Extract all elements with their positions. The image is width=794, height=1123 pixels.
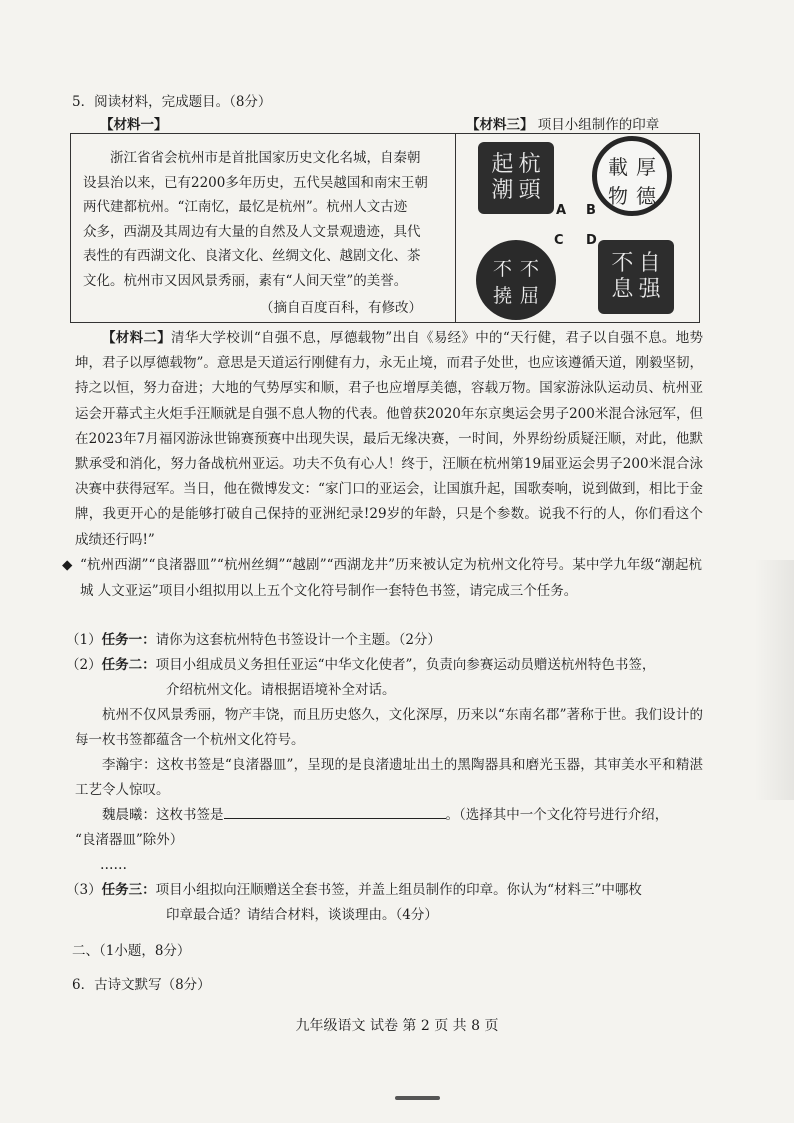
seal-d xyxy=(598,240,674,314)
seal-a-char: 潮 xyxy=(491,177,514,203)
task-3-text-2: 印章最合适？请结合材料，谈谈理由。（4分） xyxy=(166,907,438,923)
seal-c xyxy=(476,240,556,320)
task-1-number: （1） xyxy=(66,632,102,648)
speaker-3: 魏晨曦： xyxy=(102,807,156,823)
dialogue-3-end: 。（选择其中一个文化符号进行介绍， xyxy=(445,807,669,823)
seal-b-char: 厚 xyxy=(636,155,656,179)
task-3-name: 任务三： xyxy=(101,882,156,898)
seal-b-char: 載 xyxy=(608,155,628,179)
material-1-text xyxy=(83,146,448,294)
seal-c-letter: C xyxy=(554,233,564,248)
seal-b xyxy=(592,136,672,216)
scan-mark xyxy=(395,1096,440,1100)
task-2-name: 任务二： xyxy=(101,657,156,673)
seal-d-letter: D xyxy=(586,233,597,248)
task-2-text-1: 项目小组成员义务担任亚运“中华文化使者”，负责向参赛运动员赠送杭州特色书签， xyxy=(155,657,656,673)
dialogue-3-start: 这枚书签是 xyxy=(156,807,224,823)
material-1-line: 设县治以来，已有2200多年历史，五代吴越国和南宋王朝 xyxy=(83,174,428,191)
seal-b-char: 德 xyxy=(636,184,656,208)
material-1-label: 【材料一】 xyxy=(100,117,168,133)
seal-d-char: 自 xyxy=(638,250,661,276)
dialogue-3-note: “良渚器皿”除外） xyxy=(75,832,184,848)
material-2-text: 清华大学校训“自强不息，厚德载物”出自《易经》中的“天行健，君子以自强不息。地势坤，君子以厚德载物”。意思是天道运行刚健有力，永无止境，而君子处世，也应该遵循天道，刚毅坚韧，持之以恒，努力奋进；大地的气势厚实和顺，君子也应增厚美德，容载万物。国家游泳队运动员、杭州亚运会开幕式主火炬手汪顺就是自强不息人物的代表。他曾获2020年东京奥运会男子200米混合泳冠军，但在2023年7月福冈游泳世锦赛预赛中出现失误，最后无缘决赛，一时间，外界纷纷质疑汪顺，对此，他默默承受和消化，努力备战杭州亚运。功夫不负有心人！终于，汪顺在杭州第19届亚运会男子200米混合泳决赛中获得冠军。当日，他在微博发文：“家门口的亚运会，让国旗升起，国歌奏响，说到做到，相比于金牌，我更开心的是能够打破自己保持的亚洲纪录!29岁的年龄，只是个参数。说我不行的人，你们看这个成绩还行吗!” xyxy=(75,330,703,548)
question-6-heading: 6．古诗文默写（8分） xyxy=(72,977,211,993)
seal-d-char: 强 xyxy=(638,277,661,303)
seal-a xyxy=(478,142,554,214)
seal-a-letter: A xyxy=(556,203,567,218)
seal-b-letter: B xyxy=(586,203,596,218)
material-1-source: （摘自百度百科，有修改） xyxy=(260,300,422,316)
bullet-icon: ◆ xyxy=(62,557,73,573)
speaker-2: 李瀚宇： xyxy=(102,757,157,773)
seal-a-char: 起 xyxy=(491,152,514,178)
seal-d-char: 不 xyxy=(611,250,634,276)
dialogue-1: 杭州不仅风景秀丽，物产丰饶，而且历史悠久，文化深厚，历来以“东南名郡”著称于世。我们设计的每一枚书签都蕴含一个杭州文化符号。 xyxy=(75,707,703,749)
task-3-number: （3） xyxy=(66,882,102,898)
material-1-line: 浙江省省会杭州市是首批国家历史文化名城，自秦朝 xyxy=(110,150,421,166)
dialogue-ellipsis: …… xyxy=(100,857,127,873)
seal-d-char: 息 xyxy=(611,277,634,303)
task-3 xyxy=(66,878,642,903)
task-1-name: 任务一： xyxy=(101,632,156,648)
material-1-line: 表性的有西湖文化、良渚文化、丝绸文化、越剧文化、茶 xyxy=(83,248,421,265)
task-2-text-2: 介绍杭州文化。请根据语境补全对话。 xyxy=(166,682,396,698)
dialogue-2 xyxy=(75,753,703,803)
dialogue-3 xyxy=(102,803,668,828)
seal-a-char: 頭 xyxy=(518,177,541,203)
section-2-heading: 二、（1小题，8分） xyxy=(72,943,191,959)
seal-b-char: 物 xyxy=(608,184,628,208)
seal-c-char: 不 xyxy=(519,258,539,280)
seal-c-char: 不 xyxy=(492,258,512,280)
task-intro: “杭州西湖”“良渚器皿”“杭州丝绸”“越剧”“西湖龙井”历来被认定为杭州文化符号。某中学九年级“潮起杭城 人文亚运”项目小组拟用以上五个文化符号制作一套特色书签，请完成三个任务。 xyxy=(80,557,702,599)
task-1 xyxy=(66,628,441,653)
material-2-label: 【材料二】 xyxy=(102,330,172,346)
material-2 xyxy=(75,326,703,553)
seal-c-char: 屈 xyxy=(519,285,539,307)
page-footer: 九年级语文 试卷 第 2 页 共 8 页 xyxy=(295,1018,499,1034)
task-2-number: （2） xyxy=(66,657,102,673)
task-1-text: 请你为这套杭州特色书签设计一个主题。（2分） xyxy=(155,632,441,648)
task-2 xyxy=(66,653,655,678)
question-5-heading: 5．阅读材料，完成题目。（8分） xyxy=(72,94,272,110)
seal-a-char: 杭 xyxy=(518,152,541,178)
dialogue-2-text: 这枚书签是“良渚器皿”，呈现的是良渚遗址出土的黑陶器具和磨光玉器，其审美水平和精湛工艺令人惊叹。 xyxy=(75,757,703,799)
material-1-line: 文化。杭州市又因风景秀丽，素有“人间天堂”的美誉。 xyxy=(83,272,408,289)
material-3-caption: 项目小组制作的印章 xyxy=(537,117,660,133)
answer-blank[interactable] xyxy=(224,804,446,819)
material-1-line: 两代建都杭州。“江南忆，最忆是杭州”。杭州人文古迹 xyxy=(83,199,408,216)
material-3-label: 【材料三】 xyxy=(466,117,534,133)
scan-shadow xyxy=(754,560,794,800)
material-1-line: 众多，西湖及其周边有大量的自然及人文景观遗迹，具代 xyxy=(83,223,421,240)
seal-c-char: 撓 xyxy=(492,285,512,307)
task-3-text-1: 项目小组拟向汪顺赠送全套书签，并盖上组员制作的印章。你认为“材料三”中哪枚 xyxy=(155,882,642,898)
